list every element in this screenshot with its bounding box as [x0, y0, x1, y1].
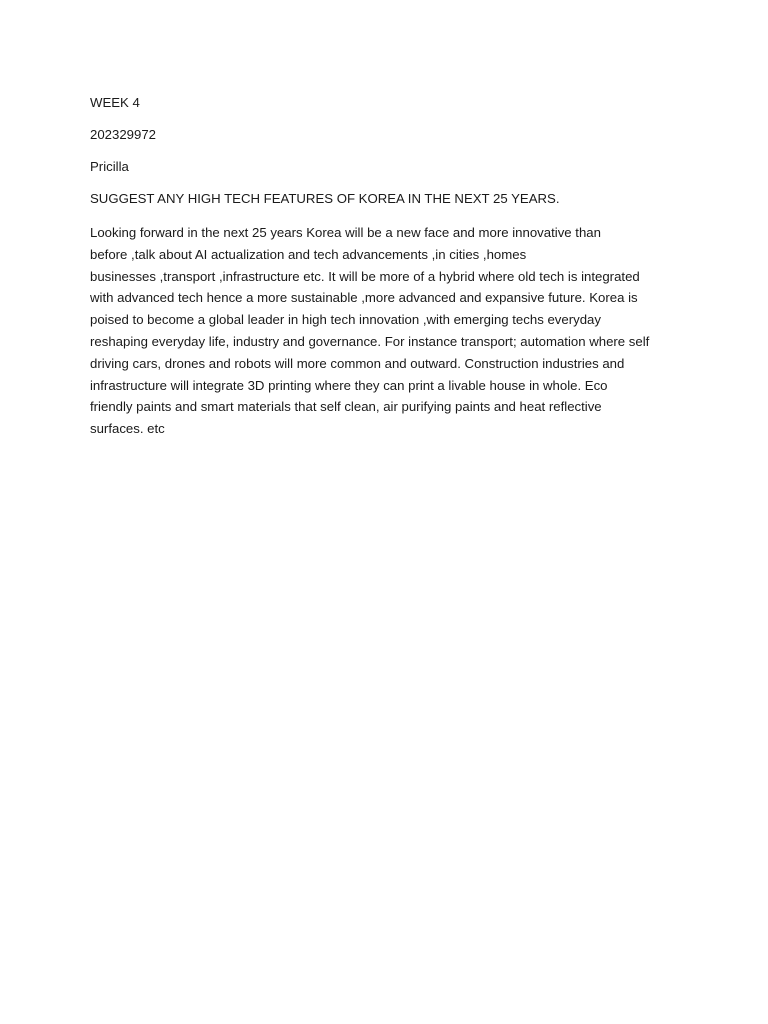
essay-line: before ,talk about AI actualization and tech advancements ,in cities ,homes [90, 246, 527, 262]
essay-paragraph [90, 222, 680, 440]
essay-line: Looking forward in the next 25 years Korea will be a new face and more innovative than [90, 225, 601, 240]
essay-line: businesses ,transport ,infrastructure etc. It will be more of a hybrid where old tech is integrated [90, 268, 640, 284]
essay-line: friendly paints and smart materials that self clean, air purifying paints and heat reflective [90, 399, 602, 415]
student-name: Pricilla [90, 159, 129, 174]
document-content [90, 94, 680, 440]
essay-line: driving cars, drones and robots will more common and outward. Construction industries and [90, 355, 625, 371]
essay-line: infrastructure will integrate 3D printing where they can print a livable house in whole. Eco [90, 377, 608, 393]
essay-line: with advanced tech hence a more sustainable ,more advanced and expansive future. Korea is [90, 290, 638, 306]
week-heading: WEEK 4 [90, 95, 140, 110]
essay-line: surfaces. etc [90, 421, 165, 437]
student-id: 202329972 [90, 127, 157, 142]
essay-line: poised to become a global leader in high tech innovation ,with emerging techs everyday [90, 312, 601, 328]
essay-line: reshaping everyday life, industry and governance. For instance transport; automation where self [90, 333, 650, 349]
assignment-prompt: SUGGEST ANY HIGH TECH FEATURES OF KOREA IN THE NEXT 25 YEARS. [90, 191, 560, 206]
